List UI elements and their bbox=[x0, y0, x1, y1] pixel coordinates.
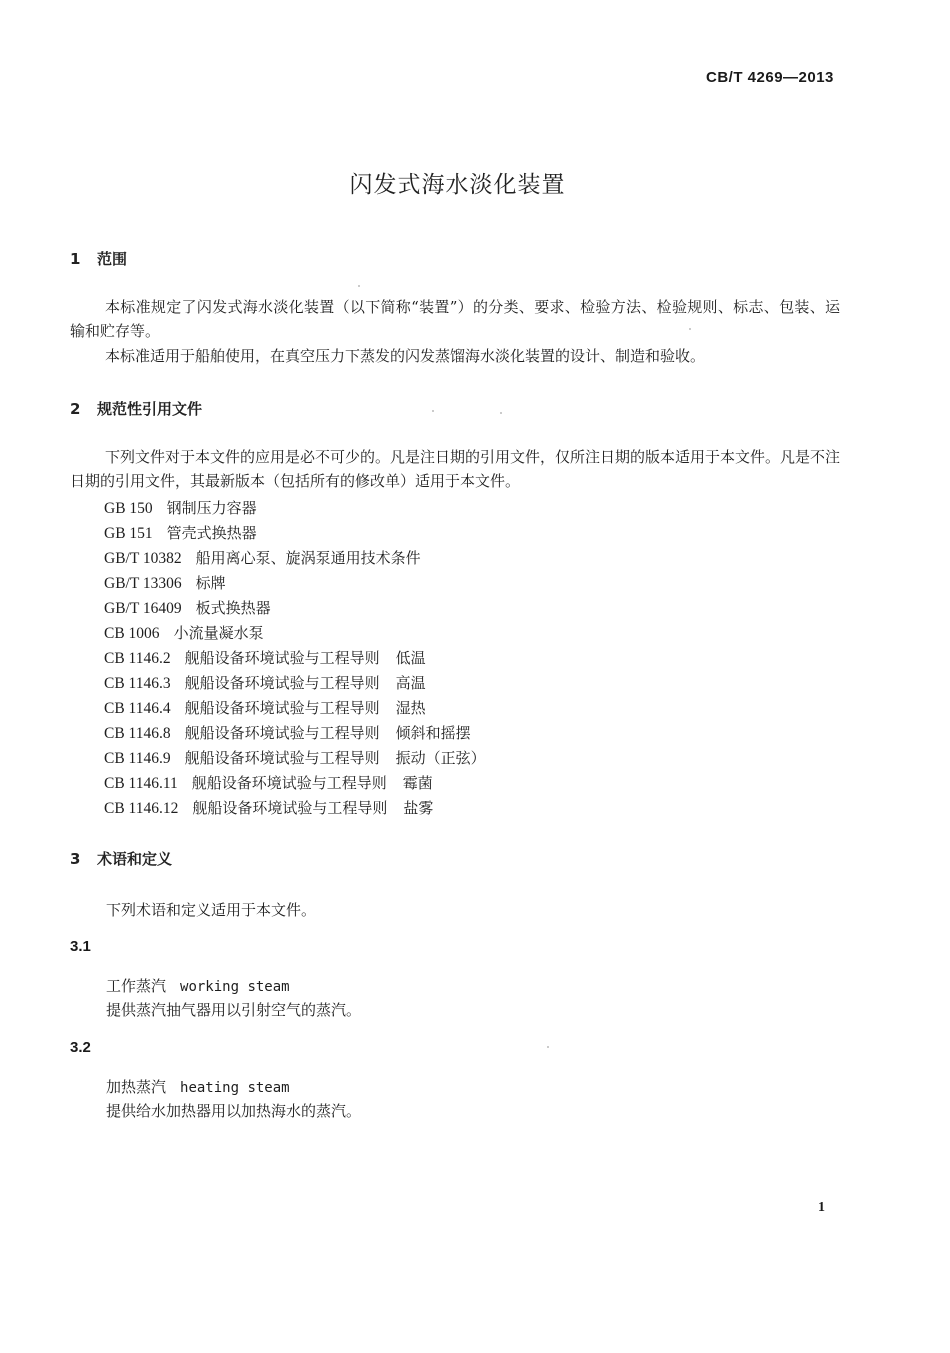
references-intro-paragraph: 下列文件对于本文件的应用是必不可少的。凡是注日期的引用文件，仅所注日期的版本适用于本文件。凡是不注日期的引用文件，其最新版本（包括所有的修改单）适用于本文件。 bbox=[70, 448, 841, 490]
term-english: working steam bbox=[180, 979, 290, 995]
reference-code: GB 151 bbox=[104, 525, 153, 542]
reference-item bbox=[104, 547, 421, 568]
reference-subtitle: 振动（正弦） bbox=[395, 749, 486, 767]
reference-title: 舰船设备环境试验与工程导则 bbox=[191, 774, 387, 792]
reference-item bbox=[104, 522, 257, 543]
reference-item bbox=[104, 672, 426, 693]
reference-code: CB 1146.8 bbox=[104, 725, 171, 742]
reference-item bbox=[104, 597, 271, 618]
reference-title: 标牌 bbox=[195, 574, 226, 592]
term-chinese: 加热蒸汽 bbox=[106, 1078, 167, 1096]
reference-code: CB 1006 bbox=[104, 625, 160, 642]
clause-number: 3.2 bbox=[70, 1039, 91, 1056]
reference-subtitle: 湿热 bbox=[395, 699, 426, 717]
section-title: 规范性引用文件 bbox=[97, 400, 203, 418]
term-heading bbox=[106, 975, 290, 996]
reference-title: 管壳式换热器 bbox=[166, 524, 257, 542]
reference-item bbox=[104, 647, 426, 668]
terms-intro-paragraph: 下列术语和定义适用于本文件。 bbox=[106, 901, 317, 919]
scan-speck bbox=[432, 410, 434, 412]
section-number: 3 bbox=[70, 850, 81, 868]
reference-item bbox=[104, 722, 471, 743]
reference-code: CB 1146.3 bbox=[104, 675, 171, 692]
reference-item bbox=[104, 747, 486, 768]
reference-title: 船用离心泵、旋涡泵通用技术条件 bbox=[195, 549, 421, 567]
reference-code: CB 1146.9 bbox=[104, 750, 171, 767]
reference-item bbox=[104, 622, 264, 643]
reference-title: 舰船设备环境试验与工程导则 bbox=[184, 649, 380, 667]
document-title: 闪发式海水淡化装置 bbox=[349, 172, 566, 198]
reference-code: GB 150 bbox=[104, 500, 153, 517]
section-3-heading bbox=[70, 848, 172, 869]
reference-title: 舰船设备环境试验与工程导则 bbox=[184, 749, 380, 767]
reference-item bbox=[104, 772, 433, 793]
scope-paragraph-1: 本标准规定了闪发式海水淡化装置（以下简称“装置”）的分类、要求、检验方法、检验规则、标志、包装、运输和贮存等。 bbox=[70, 298, 840, 340]
reference-code: CB 1146.11 bbox=[104, 775, 178, 792]
section-title: 术语和定义 bbox=[97, 850, 173, 868]
reference-subtitle: 霉菌 bbox=[402, 774, 433, 792]
reference-subtitle: 盐雾 bbox=[403, 799, 434, 817]
reference-subtitle: 低温 bbox=[395, 649, 426, 667]
reference-item bbox=[104, 497, 257, 518]
reference-subtitle: 倾斜和摇摆 bbox=[395, 724, 471, 742]
reference-subtitle: 高温 bbox=[395, 674, 426, 692]
section-1-heading bbox=[70, 248, 127, 269]
term-definition: 提供给水加热器用以加热海水的蒸汽。 bbox=[106, 1102, 362, 1120]
scan-speck bbox=[689, 328, 691, 330]
reference-title: 舰船设备环境试验与工程导则 bbox=[192, 799, 388, 817]
scan-speck bbox=[500, 412, 502, 414]
section-title: 范围 bbox=[97, 250, 128, 268]
reference-code: CB 1146.2 bbox=[104, 650, 171, 667]
scope-paragraph-2: 本标准适用于船舶使用，在真空压力下蒸发的闪发蒸馏海水淡化装置的设计、制造和验收。 bbox=[105, 347, 706, 365]
reference-item bbox=[104, 572, 226, 593]
reference-title: 板式换热器 bbox=[195, 599, 271, 617]
reference-title: 舰船设备环境试验与工程导则 bbox=[184, 724, 380, 742]
scan-speck bbox=[358, 285, 360, 287]
reference-code: GB/T 10382 bbox=[104, 550, 182, 567]
term-heading bbox=[106, 1076, 290, 1097]
standard-code: CB/T 4269—2013 bbox=[706, 69, 834, 86]
reference-code: GB/T 13306 bbox=[104, 575, 182, 592]
reference-code: CB 1146.12 bbox=[104, 800, 179, 817]
reference-title: 小流量凝水泵 bbox=[173, 624, 264, 642]
page-number: 1 bbox=[818, 1200, 825, 1215]
reference-title: 舰船设备环境试验与工程导则 bbox=[184, 674, 380, 692]
reference-item bbox=[104, 797, 433, 818]
scan-speck bbox=[547, 1046, 549, 1048]
term-definition: 提供蒸汽抽气器用以引射空气的蒸汽。 bbox=[106, 1001, 362, 1019]
section-number: 2 bbox=[70, 400, 81, 418]
reference-code: GB/T 16409 bbox=[104, 600, 182, 617]
reference-item bbox=[104, 697, 426, 718]
section-2-heading bbox=[70, 398, 202, 419]
section-number: 1 bbox=[70, 250, 81, 268]
clause-number: 3.1 bbox=[70, 938, 91, 955]
reference-code: CB 1146.4 bbox=[104, 700, 171, 717]
reference-title: 钢制压力容器 bbox=[166, 499, 257, 517]
term-english: heating steam bbox=[180, 1080, 290, 1096]
reference-title: 舰船设备环境试验与工程导则 bbox=[184, 699, 380, 717]
term-chinese: 工作蒸汽 bbox=[106, 977, 167, 995]
